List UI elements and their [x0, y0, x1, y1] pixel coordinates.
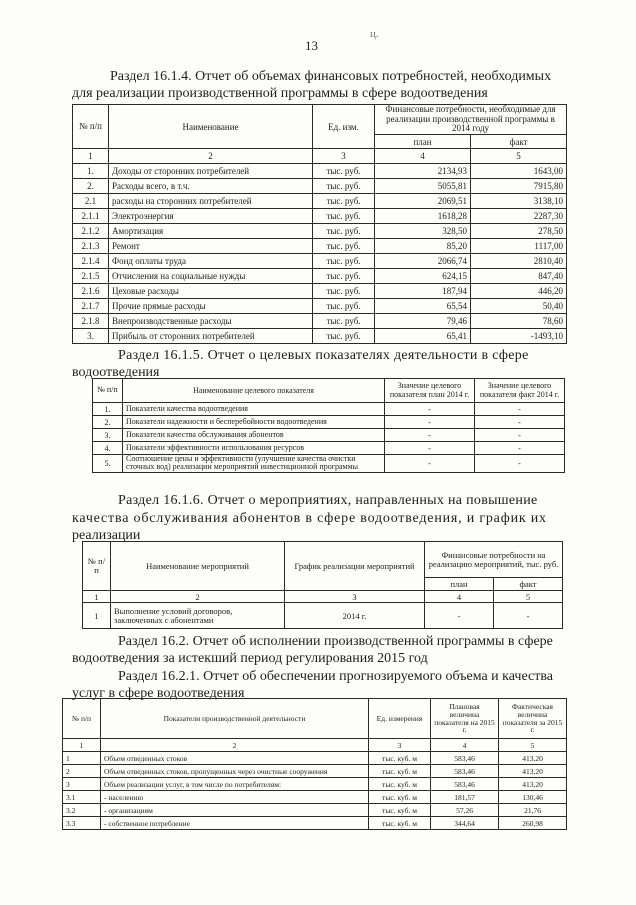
header-name: Наименование целевого показателя	[123, 379, 385, 403]
table-row	[73, 239, 567, 254]
index-cell: 4	[431, 739, 499, 752]
cell-name: Амортизация	[109, 224, 313, 239]
cell-fact: 1643,00	[471, 164, 567, 179]
cell-unit: тыс. руб.	[313, 254, 375, 269]
cell-name: Цеховые расходы	[109, 284, 313, 299]
cell-unit: тыс. руб.	[313, 164, 375, 179]
header-fact: факт	[471, 135, 567, 149]
cell-name: Фонд оплаты труда	[109, 254, 313, 269]
cell-num: 2.1.3	[73, 239, 109, 254]
cell-plan: 65,41	[375, 329, 471, 344]
table-row	[73, 194, 567, 209]
cell-num: 1.	[73, 164, 109, 179]
table-row	[93, 429, 565, 442]
cell-unit: тыс. руб.	[313, 299, 375, 314]
header-fact: Значение целевого показателя факт 2014 г.	[475, 379, 565, 403]
cell-plan: 181,57	[431, 791, 499, 804]
corner-handwritten-mark: ц.	[370, 28, 379, 40]
cell-num: 4.	[93, 442, 123, 455]
cell-unit: тыс. руб.	[313, 179, 375, 194]
cell-unit: тыс. куб. м	[369, 765, 431, 778]
cell-unit: тыс. руб.	[313, 329, 375, 344]
header-num: № п/п	[83, 542, 111, 591]
cell-num: 2	[63, 765, 101, 778]
header-plan: Плановая величина показателя на 2015 г.	[431, 699, 499, 739]
cell-fact: -	[494, 603, 563, 629]
header-name: Наименование	[109, 105, 313, 149]
table-row	[63, 804, 567, 817]
measures-table	[82, 541, 563, 629]
cell-fact: 413,20	[499, 778, 567, 791]
section-16-1-6-title-cont2: реализации	[72, 528, 141, 543]
index-cell: 3	[285, 591, 425, 603]
table-row	[63, 817, 567, 830]
cell-plan: -	[385, 442, 475, 455]
header-name: Показатели производственной деятельности	[101, 699, 369, 739]
table-row	[73, 284, 567, 299]
cell-plan: 624,15	[375, 269, 471, 284]
header-num: № п/п	[93, 379, 123, 403]
cell-plan: 187,94	[375, 284, 471, 299]
cell-plan: 1618,28	[375, 209, 471, 224]
cell-name: Доходы от сторонних потребителей	[109, 164, 313, 179]
table-row	[63, 791, 567, 804]
cell-plan: 583,46	[431, 765, 499, 778]
header-num: № п/п	[63, 699, 101, 739]
cell-unit: тыс. руб.	[313, 194, 375, 209]
index-cell: 2	[109, 149, 313, 164]
cell-plan: 65,54	[375, 299, 471, 314]
cell-name: Внепроизводственные расходы	[109, 314, 313, 329]
cell-name: Отчисления на социальные нужды	[109, 269, 313, 284]
cell-unit: тыс. руб.	[313, 239, 375, 254]
cell-plan: 583,46	[431, 778, 499, 791]
target-indicators-table	[92, 378, 565, 473]
cell-unit: тыс. руб.	[313, 314, 375, 329]
section-title-line: Раздел 16.1.4. Отчет об объемах финансовых потребностей, необходимых	[110, 69, 552, 84]
cell-unit: тыс. куб. м	[369, 778, 431, 791]
index-cell: 5	[494, 591, 563, 603]
header-schedule: График реализации мероприятий	[285, 542, 425, 591]
cell-num: 2.1.2	[73, 224, 109, 239]
cell-plan: -	[425, 603, 494, 629]
cell-fact: 3138,10	[471, 194, 567, 209]
cell-name: Показатели надежности и бесперебойности водоотведения	[123, 416, 385, 429]
section-16-1-5-title-cont: водоотведения	[72, 365, 160, 380]
cell-num: 1.	[93, 403, 123, 416]
cell-num: 2.1.4	[73, 254, 109, 269]
cell-name: Выполнение условий договоров, заключенных с абонентами	[111, 603, 285, 629]
cell-unit: тыс. руб.	[313, 224, 375, 239]
cell-fact: 50,40	[471, 299, 567, 314]
section-16-2-title: Раздел 16.2. Отчет об исполнении производственной программы в сфере	[118, 634, 553, 649]
header-plan: план	[425, 578, 494, 591]
table-row	[73, 314, 567, 329]
cell-fact: -	[475, 403, 565, 416]
cell-name: Объем отведенных стоков	[101, 752, 369, 765]
index-cell: 3	[369, 739, 431, 752]
section-16-2-1-title: Раздел 16.2.1. Отчет об обеспечении прогнозируемого объема и качества	[118, 669, 553, 684]
cell-unit: тыс. руб.	[313, 209, 375, 224]
table-row	[73, 329, 567, 344]
cell-unit: тыс. куб. м	[369, 804, 431, 817]
table-row	[73, 269, 567, 284]
header-plan: Значение целевого показателя план 2014 г.	[385, 379, 475, 403]
table-row	[63, 778, 567, 791]
cell-plan: 2066,74	[375, 254, 471, 269]
table-row	[63, 765, 567, 778]
cell-num: 2.1.7	[73, 299, 109, 314]
table-row	[83, 603, 563, 629]
table-row	[73, 254, 567, 269]
header-fact: факт	[494, 578, 563, 591]
index-cell: 1	[73, 149, 109, 164]
cell-num: 1	[83, 603, 111, 629]
table-row	[93, 416, 565, 429]
section-16-1-5-title: Раздел 16.1.5. Отчет о целевых показателях деятельности в сфере	[118, 348, 529, 363]
cell-unit: тыс. руб.	[313, 284, 375, 299]
cell-name: Расходы всего, в т.ч.	[109, 179, 313, 194]
header-needs: Финансовые потребности на реализацию мероприятий, тыс. руб.	[425, 542, 563, 578]
cell-fact: 1117,00	[471, 239, 567, 254]
cell-fact: 413,20	[499, 765, 567, 778]
header-plan: план	[375, 135, 471, 149]
cell-fact: 2287,30	[471, 209, 567, 224]
cell-num: 3.3	[63, 817, 101, 830]
section-16-1-6-title: Раздел 16.1.6. Отчет о мероприятиях, направленных на повышение	[118, 493, 538, 508]
cell-name: Показатели качества водоотведения	[123, 403, 385, 416]
header-needs: Финансовые потребности, необходимые для реализации производственной программы в 2014 году	[375, 105, 567, 135]
cell-num: 2.	[73, 179, 109, 194]
index-cell: 3	[313, 149, 375, 164]
table-row	[93, 403, 565, 416]
cell-plan: 2069,51	[375, 194, 471, 209]
cell-num: 3.	[93, 429, 123, 442]
cell-num: 3.2	[63, 804, 101, 817]
cell-unit: тыс. куб. м	[369, 752, 431, 765]
section-title-line: для реализации производственной программы в сфере водоотведения	[72, 86, 488, 101]
header-unit: Ед. измерения	[369, 699, 431, 739]
financial-needs-table	[72, 104, 567, 344]
cell-unit: тыс. куб. м	[369, 817, 431, 830]
cell-name: - организациям	[101, 804, 369, 817]
cell-plan: 85,20	[375, 239, 471, 254]
cell-plan: 57,26	[431, 804, 499, 817]
index-cell: 4	[425, 591, 494, 603]
cell-fact: 78,60	[471, 314, 567, 329]
table-row	[73, 164, 567, 179]
index-cell: 5	[499, 739, 567, 752]
cell-plan: 5055,81	[375, 179, 471, 194]
section-16-1-4-title	[72, 68, 562, 102]
cell-name: Прочие прямые расходы	[109, 299, 313, 314]
cell-fact: 7915,80	[471, 179, 567, 194]
cell-name: Ремонт	[109, 239, 313, 254]
cell-num: 3.	[73, 329, 109, 344]
cell-plan: 583,46	[431, 752, 499, 765]
table-row	[93, 455, 565, 473]
cell-fact: -1493,10	[471, 329, 567, 344]
cell-num: 3.1	[63, 791, 101, 804]
header-name: Наименование мероприятий	[111, 542, 285, 591]
index-cell: 2	[111, 591, 285, 603]
cell-name: - собственное потребление	[101, 817, 369, 830]
cell-num: 2.	[93, 416, 123, 429]
cell-plan: -	[385, 416, 475, 429]
cell-unit: тыс. руб.	[313, 269, 375, 284]
table-row	[63, 752, 567, 765]
cell-fact: 21,76	[499, 804, 567, 817]
table-row	[73, 209, 567, 224]
cell-num: 5.	[93, 455, 123, 473]
cell-name: Показатели качества обслуживания абонентов	[123, 429, 385, 442]
page-number: 13	[305, 38, 318, 53]
header-unit: Ед. изм.	[313, 105, 375, 149]
cell-num: 2.1.8	[73, 314, 109, 329]
cell-num: 2.1.1	[73, 209, 109, 224]
cell-fact: 847,40	[471, 269, 567, 284]
cell-name: Прибыль от сторонних потребителей	[109, 329, 313, 344]
index-cell: 5	[471, 149, 567, 164]
cell-name: Объем отведенных стоков, пропущенных через очистные сооружения	[101, 765, 369, 778]
cell-name: - населению	[101, 791, 369, 804]
index-cell: 4	[375, 149, 471, 164]
cell-name: Показатели эффективности использования ресурсов	[123, 442, 385, 455]
cell-fact: 278,50	[471, 224, 567, 239]
cell-schedule: 2014 г.	[285, 603, 425, 629]
section-16-1-6-title-cont: качества обслуживания абонентов в сфере водоотведения, и график их	[72, 511, 547, 526]
cell-name: Объем реализации услуг, в том числе по потребителям:	[101, 778, 369, 791]
cell-fact: 446,20	[471, 284, 567, 299]
section-16-2-1-title-cont: услуг в сфере водоотведения	[72, 686, 245, 701]
cell-fact: 413,20	[499, 752, 567, 765]
cell-plan: 2134,93	[375, 164, 471, 179]
cell-name: Соотношение цены и эффективности (улучшение качества очистки сточных вод) реализации мероприятий инвестиционной программы	[123, 455, 385, 473]
cell-num: 2.1	[73, 194, 109, 209]
cell-fact: 130,46	[499, 791, 567, 804]
cell-fact: -	[475, 429, 565, 442]
cell-name: расходы на сторонних потребителей	[109, 194, 313, 209]
production-volume-table	[62, 698, 567, 830]
cell-plan: 344,64	[431, 817, 499, 830]
cell-num: 2.1.5	[73, 269, 109, 284]
cell-plan: -	[385, 403, 475, 416]
header-num: № п/п	[73, 105, 109, 149]
section-16-2-title-cont: водоотведения за истекший период регулирования 2015 год	[72, 651, 428, 666]
index-cell: 1	[83, 591, 111, 603]
cell-name: Электроэнергия	[109, 209, 313, 224]
table-row	[73, 224, 567, 239]
cell-num: 3	[63, 778, 101, 791]
table-row	[73, 179, 567, 194]
cell-num: 2.1.6	[73, 284, 109, 299]
cell-plan: 79,46	[375, 314, 471, 329]
cell-fact: 2810,40	[471, 254, 567, 269]
index-cell: 1	[63, 739, 101, 752]
header-fact: Фактическая величина показателя за 2015 г.	[499, 699, 567, 739]
cell-fact: -	[475, 442, 565, 455]
cell-plan: -	[385, 429, 475, 442]
index-cell: 2	[101, 739, 369, 752]
cell-fact: 260,98	[499, 817, 567, 830]
cell-fact: -	[475, 455, 565, 473]
cell-plan: 328,50	[375, 224, 471, 239]
cell-num: 1	[63, 752, 101, 765]
cell-plan: -	[385, 455, 475, 473]
table-row	[73, 299, 567, 314]
table-row	[93, 442, 565, 455]
cell-unit: тыс. куб. м	[369, 791, 431, 804]
cell-fact: -	[475, 416, 565, 429]
